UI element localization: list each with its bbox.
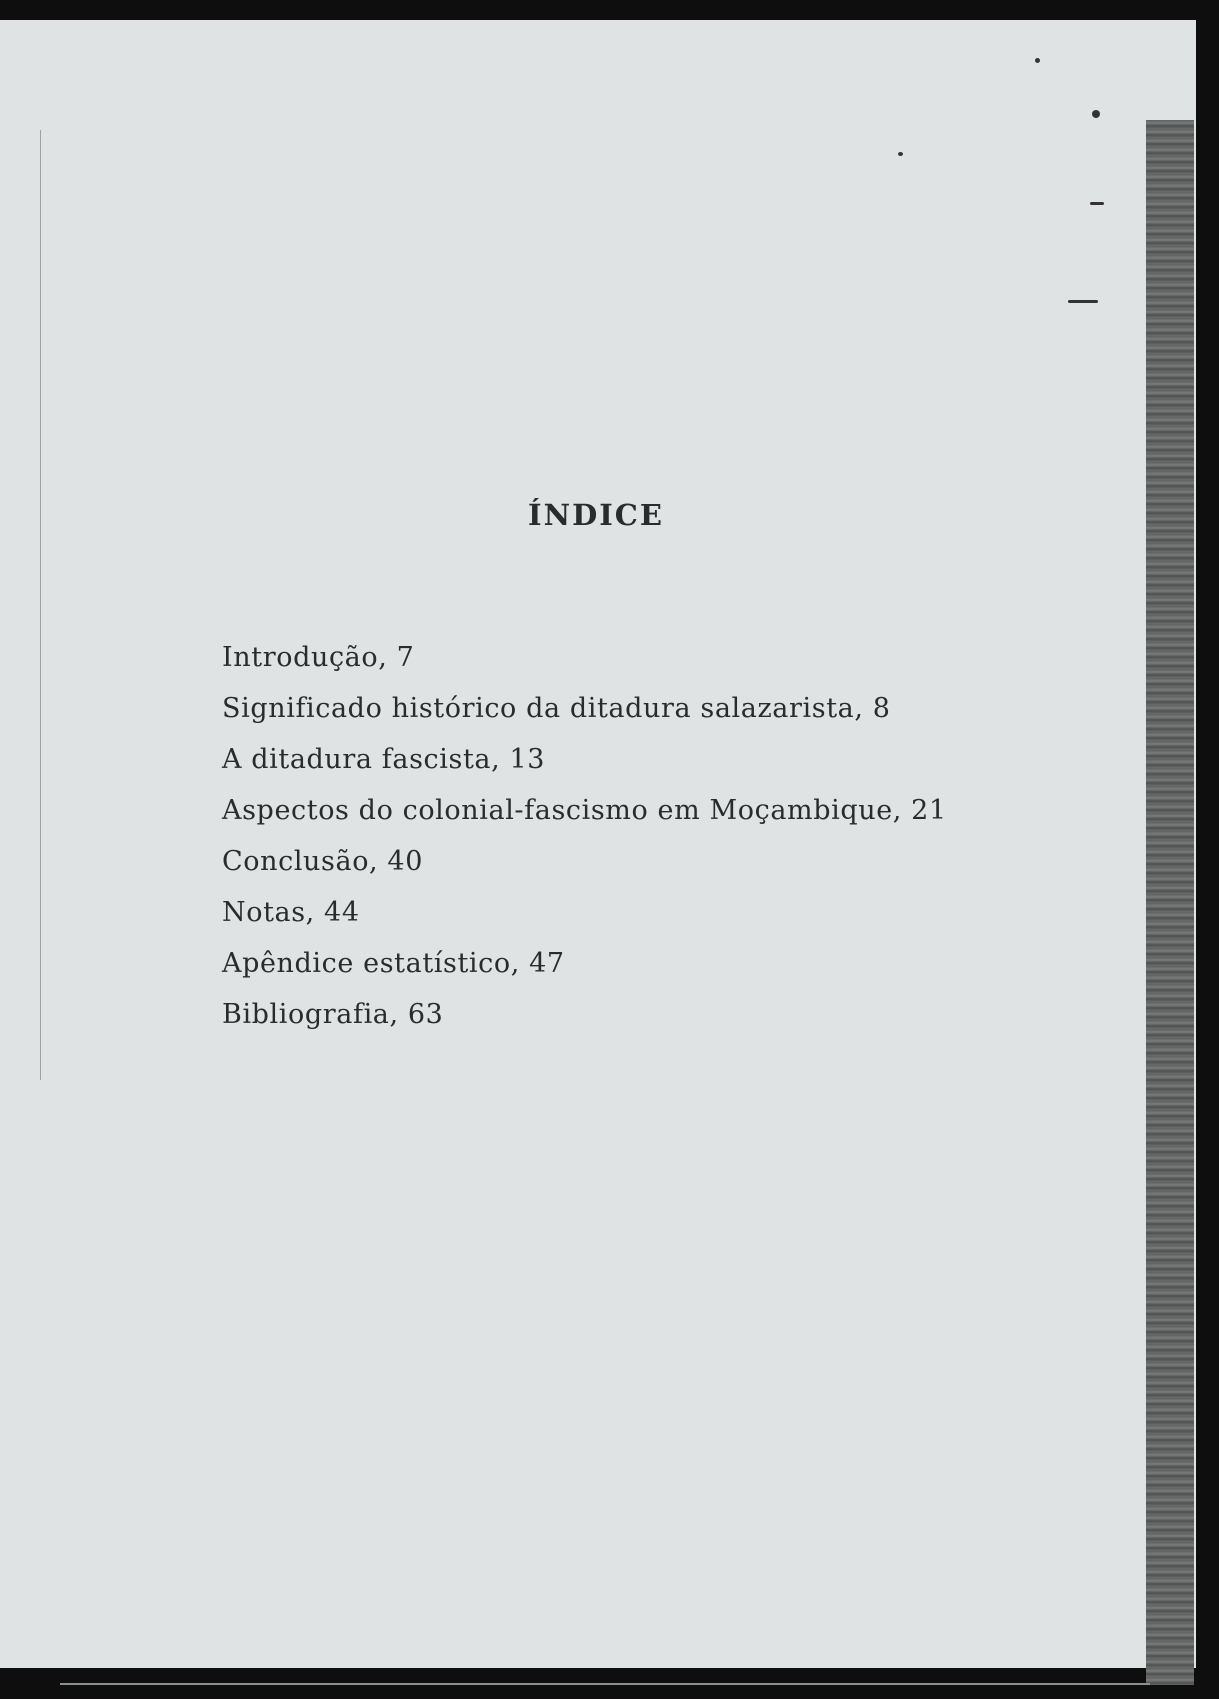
- binding-edge: [1146, 120, 1194, 1685]
- margin-line: [40, 130, 41, 1080]
- toc-entry-introducao: Introdução, 7: [222, 642, 415, 673]
- bottom-edge-line: [60, 1683, 1150, 1685]
- ink-speck: [1090, 202, 1104, 205]
- ink-speck: [1035, 58, 1040, 63]
- toc-entry-bibliografia: Bibliografia, 63: [222, 999, 444, 1030]
- ink-speck: [898, 152, 903, 156]
- page-title: ÍNDICE: [528, 498, 664, 532]
- toc-entry-notas: Notas, 44: [222, 897, 360, 928]
- toc-entry-significado-historico: Significado histórico da ditadura salazarista, 8: [222, 693, 891, 724]
- ink-speck: [1068, 300, 1098, 303]
- toc-entry-ditadura-fascista: A ditadura fascista, 13: [222, 744, 546, 775]
- table-of-contents: [222, 632, 947, 1040]
- toc-entry-aspectos-colonial-fascismo: Aspectos do colonial-fascismo em Moçambique, 21: [222, 795, 947, 826]
- toc-entry-conclusao: Conclusão, 40: [222, 846, 423, 877]
- paper-sheet: [0, 20, 1196, 1668]
- ink-speck: [1092, 110, 1100, 118]
- toc-entry-apendice-estatistico: Apêndice estatístico, 47: [222, 948, 565, 979]
